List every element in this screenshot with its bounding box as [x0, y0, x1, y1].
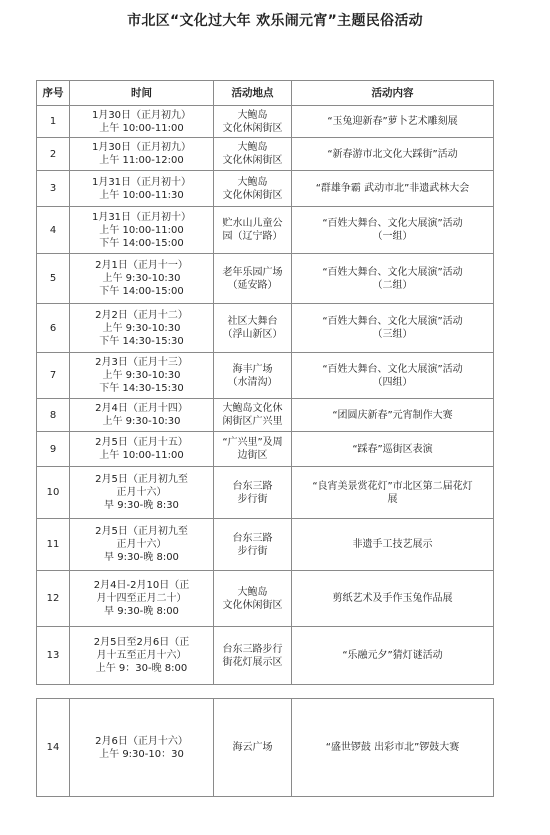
cell-number: 13	[37, 627, 70, 685]
cell-place: 大鲍岛 文化休闲街区	[214, 571, 292, 627]
cell-content: 剪纸艺术及手作玉兔作品展	[292, 571, 494, 627]
cell-number: 6	[37, 304, 70, 353]
cell-number: 10	[37, 467, 70, 519]
cell-place: 大鲍岛文化休 闲街区广兴里	[214, 399, 292, 432]
cell-number: 1	[37, 106, 70, 138]
table-row	[37, 467, 494, 519]
cell-time: 2月4日（正月十四） 上午 9:30-10:30	[70, 399, 214, 432]
table-row	[37, 699, 494, 797]
cell-content: “盛世锣鼓 出彩市北”锣鼓大赛	[292, 699, 494, 797]
cell-content: “踩春”巡街区表演	[292, 432, 494, 467]
cell-time: 2月5日（正月十五） 上午 10:00-11:00	[70, 432, 214, 467]
table-body	[37, 106, 494, 685]
cell-place: 台东三路 步行街	[214, 467, 292, 519]
header-place: 活动地点	[214, 81, 292, 106]
cell-content: “百姓大舞台、文化大展演”活动 （三组）	[292, 304, 494, 353]
cell-time: 2月5日（正月初九至 正月十六） 早 9:30-晚 8:00	[70, 519, 214, 571]
table-row	[37, 353, 494, 399]
table-header-row	[37, 81, 494, 106]
table-row	[37, 571, 494, 627]
cell-content: “玉兔迎新春”萝卜艺术雕刻展	[292, 106, 494, 138]
table-row	[37, 254, 494, 304]
cell-time: 1月31日（正月初十） 上午 10:00-11:30	[70, 171, 214, 207]
table-row	[37, 138, 494, 171]
cell-time: 1月30日（正月初九） 上午 10:00-11:00	[70, 106, 214, 138]
cell-number: 2	[37, 138, 70, 171]
cell-number: 3	[37, 171, 70, 207]
cell-number: 11	[37, 519, 70, 571]
cell-content: “群雄争霸 武动市北”非遗武林大会	[292, 171, 494, 207]
cell-time: 2月6日（正月十六） 上午 9:30-10：30	[70, 699, 214, 797]
cell-content: “百姓大舞台、文化大展演”活动 （二组）	[292, 254, 494, 304]
cell-number: 12	[37, 571, 70, 627]
cell-content: 非遗手工技艺展示	[292, 519, 494, 571]
table-row	[37, 627, 494, 685]
cell-place: 大鲍岛 文化休闲街区	[214, 171, 292, 207]
cell-content: “良宵美景赏花灯”市北区第二届花灯 展	[292, 467, 494, 519]
cell-place: 贮水山儿童公 园（辽宁路）	[214, 207, 292, 254]
cell-time: 2月3日（正月十三） 上午 9:30-10:30 下午 14:30-15:30	[70, 353, 214, 399]
header-content: 活动内容	[292, 81, 494, 106]
header-time: 时间	[70, 81, 214, 106]
table-row	[37, 432, 494, 467]
schedule-table-continued	[36, 698, 494, 797]
cell-number: 4	[37, 207, 70, 254]
cell-time: 2月2日（正月十二） 上午 9:30-10:30 下午 14:30-15:30	[70, 304, 214, 353]
cell-time: 2月1日（正月十一） 上午 9:30-10:30 下午 14:00-15:00	[70, 254, 214, 304]
cell-place: 社区大舞台 （浮山新区）	[214, 304, 292, 353]
header-number: 序号	[37, 81, 70, 106]
cell-content: “团圆庆新春”元宵制作大赛	[292, 399, 494, 432]
cell-time: 1月30日（正月初九） 上午 11:00-12:00	[70, 138, 214, 171]
cell-time: 2月5日至2月6日（正 月十五至正月十六） 上午 9：30-晚 8:00	[70, 627, 214, 685]
cell-content: “新春游市北文化大踩街”活动	[292, 138, 494, 171]
document-title: 市北区“文化过大年 欢乐闹元宵”主题民俗活动	[127, 13, 423, 29]
cell-place: 老年乐园广场 （延安路）	[214, 254, 292, 304]
table-row	[37, 304, 494, 353]
cell-place: 海丰广场 （水清沟）	[214, 353, 292, 399]
cell-place: “广兴里”及周 边街区	[214, 432, 292, 467]
cell-place: 海云广场	[214, 699, 292, 797]
cell-content: “乐融元夕”猜灯谜活动	[292, 627, 494, 685]
table-row	[37, 106, 494, 138]
cell-content: “百姓大舞台、文化大展演”活动 （一组）	[292, 207, 494, 254]
table-row	[37, 399, 494, 432]
cell-time: 1月31日（正月初十） 上午 10:00-11:00 下午 14:00-15:00	[70, 207, 214, 254]
cell-number: 14	[37, 699, 70, 797]
cell-place: 台东三路 步行街	[214, 519, 292, 571]
cell-place: 大鲍岛 文化休闲街区	[214, 106, 292, 138]
table-row	[37, 207, 494, 254]
cell-place: 大鲍岛 文化休闲街区	[214, 138, 292, 171]
cell-number: 8	[37, 399, 70, 432]
table-row	[37, 519, 494, 571]
cell-content: “百姓大舞台、文化大展演”活动 （四组）	[292, 353, 494, 399]
schedule-table	[36, 80, 494, 685]
cell-number: 5	[37, 254, 70, 304]
table-row	[37, 171, 494, 207]
cell-place: 台东三路步行 街花灯展示区	[214, 627, 292, 685]
cell-time: 2月5日（正月初九至 正月十六） 早 9:30-晚 8:30	[70, 467, 214, 519]
cell-number: 7	[37, 353, 70, 399]
cell-number: 9	[37, 432, 70, 467]
cell-time: 2月4日-2月10日（正 月十四至正月二十） 早 9:30-晚 8:00	[70, 571, 214, 627]
